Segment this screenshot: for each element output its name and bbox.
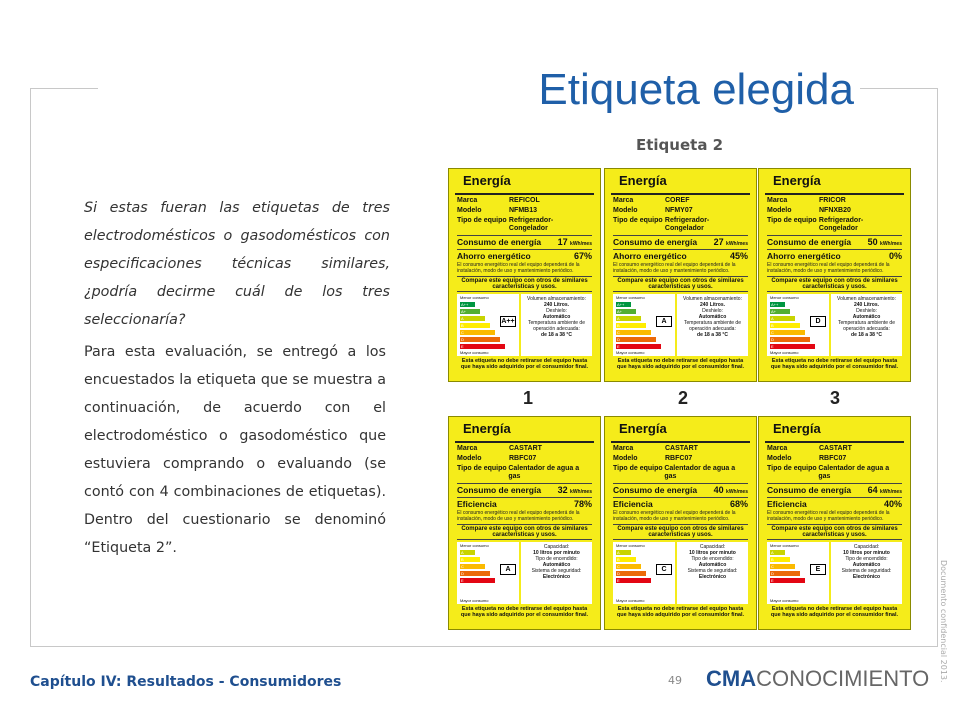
chapter-title: Capítulo IV: Resultados - Consumidores — [30, 674, 342, 690]
compare-text: Compare este equipo con otros de similares características y usos. — [457, 276, 592, 292]
scale-bar: C — [460, 330, 495, 335]
consumption-row — [457, 235, 592, 247]
type-key: Tipo de equipo — [457, 217, 507, 224]
savings-row — [457, 249, 592, 261]
type-value: Refrigerador-Congelador — [508, 217, 554, 232]
consumption-unit: kWh/mes — [570, 241, 592, 247]
energy-label-3 — [758, 168, 911, 382]
scale-bar: A — [616, 550, 631, 555]
brand-key: Marca — [767, 445, 788, 452]
model-value: NFMB13 — [509, 207, 538, 214]
consumption-key: Consumo de energía — [613, 237, 698, 247]
brand-key: Marca — [613, 445, 634, 452]
type-row — [613, 217, 748, 233]
consumption-unit: kWh/mes — [726, 241, 748, 247]
scale-bar: A++ — [770, 302, 785, 307]
consumption-value: 64 — [867, 485, 878, 495]
compare-text: Compare este equipo con otros de similares características y usos. — [767, 276, 902, 292]
brand-row — [613, 445, 748, 453]
scale-area — [613, 542, 748, 604]
savings-key: Ahorro energético — [457, 251, 531, 261]
consumption-value: 50 — [867, 237, 878, 247]
scale-bar: D — [460, 337, 500, 342]
specs-box — [677, 542, 748, 604]
type-value: Calentador de agua a gas — [818, 465, 890, 480]
energy-label-6 — [758, 416, 911, 630]
spec-key-1: Capacidad: — [853, 544, 880, 550]
spec-value-3: Electrónico — [852, 574, 881, 580]
savings-key: Ahorro energético — [613, 251, 687, 261]
consumption-row — [613, 483, 748, 495]
scale-bar: D — [770, 571, 800, 576]
consumption-key: Consumo de energía — [457, 485, 542, 495]
scale-bar: A — [460, 550, 475, 555]
frame-bottom — [30, 646, 938, 647]
spec-key-1: Capacidad: — [699, 544, 726, 550]
confidential-text: Documento confidencial 2013. — [939, 560, 948, 683]
consumption-key: Consumo de energía — [767, 237, 852, 247]
page-title: Etiqueta elegida — [532, 64, 860, 116]
scale-bar: B — [770, 557, 790, 562]
type-key: Tipo de equipo — [767, 217, 817, 224]
scale-max-text: Mayor consumo — [460, 350, 489, 355]
type-key: Tipo de equipo — [613, 217, 663, 224]
scale-max-text: Mayor consumo — [460, 598, 489, 603]
scale-max-text: Mayor consumo — [770, 598, 799, 603]
spec-key-2: Deshielo: — [546, 308, 567, 314]
brand-key: Marca — [457, 445, 478, 452]
spec-value-3: de 18 a 38 °C — [851, 332, 882, 338]
consumption-value: 40 — [713, 485, 724, 495]
description-paragraph: Para esta evaluación, se entregó a los encuestados la etiqueta que se muestra a continuación, de acuerdo con el electrodoméstico o gasodoméstico que estuviera comprando o evaluando (se contó con 4 combinaciones de etiquetas). Dentro del cuestionario se denominó “Etiqueta 2”. — [84, 344, 386, 556]
efficiency-scale — [457, 542, 519, 604]
spec-value-1: 240 Litros. — [543, 302, 569, 308]
scale-area — [457, 294, 592, 356]
label-footer-text: Esta etiqueta no debe retirarse del equipo hasta que haya sido adquirido por el consumidor final. — [616, 606, 745, 618]
compare-text: Compare este equipo con otros de similares características y usos. — [613, 276, 748, 292]
model-row — [613, 207, 748, 215]
consumption-key: Consumo de energía — [457, 237, 542, 247]
scale-min-text: Menor consumo — [616, 543, 645, 548]
spec-value-2: Automático — [698, 314, 727, 320]
efficiency-mark: D — [810, 316, 826, 327]
label-header: Energía — [611, 417, 750, 443]
brand-value: COREF — [665, 197, 690, 204]
label-header: Energía — [765, 169, 904, 195]
efficiency-mark: A — [500, 564, 516, 575]
frame-top-right — [860, 88, 938, 89]
model-row — [457, 207, 592, 215]
label-footer-text: Esta etiqueta no debe retirarse del equipo hasta que haya sido adquirido por el consumidor final. — [770, 358, 899, 370]
spec-key-3: Temperatura ambiente de operación adecuada: — [838, 320, 895, 332]
scale-bar: B — [460, 323, 490, 328]
savings-key: Eficiencia — [457, 499, 497, 509]
label-header: Energía — [455, 417, 594, 443]
spec-key-1: Volumen almacenamiento: — [527, 296, 586, 302]
efficiency-scale — [613, 294, 675, 356]
scale-bar: C — [616, 330, 651, 335]
efficiency-mark: A++ — [501, 318, 515, 325]
spec-value-2: Automático — [852, 562, 881, 568]
type-key: Tipo de equipo — [457, 465, 507, 472]
scale-bar: E — [460, 578, 495, 583]
savings-row — [767, 249, 902, 261]
scale-bar: D — [616, 571, 646, 576]
model-row — [767, 207, 902, 215]
savings-value: 67% — [573, 251, 592, 261]
model-row — [767, 455, 902, 463]
type-key: Tipo de equipo — [613, 465, 663, 472]
scale-bar: D — [770, 337, 810, 342]
consumption-row — [767, 235, 902, 247]
type-row — [457, 465, 592, 481]
label-number-1: 1 — [523, 388, 534, 408]
consumption-unit: kWh/mes — [880, 489, 902, 495]
scale-bar: C — [770, 564, 795, 569]
spec-value-3: Electrónico — [542, 574, 571, 580]
brand-key: Marca — [457, 197, 478, 204]
energy-label-4 — [448, 416, 601, 630]
brand-key: Marca — [613, 197, 634, 204]
efficiency-scale — [613, 542, 675, 604]
scale-bar: B — [616, 323, 646, 328]
model-value: NFNXB20 — [819, 207, 851, 214]
consumption-key: Consumo de energía — [613, 485, 698, 495]
energy-label-5 — [604, 416, 757, 630]
note-text: El consumo energético real del equipo dependerá de la instalación, modo de uso y mantenimiento periódico. — [457, 262, 580, 274]
efficiency-mark: E — [810, 564, 826, 575]
specs-box — [521, 294, 592, 356]
model-key: Modelo — [767, 207, 792, 214]
label-header: Energía — [455, 169, 594, 195]
consumption-row — [767, 483, 902, 495]
model-value: RBFC07 — [665, 455, 693, 462]
specs-box — [521, 542, 592, 604]
spec-key-2: Deshielo: — [856, 308, 877, 314]
label-footer-text: Esta etiqueta no debe retirarse del equipo hasta que haya sido adquirido por el consumidor final. — [460, 358, 589, 370]
spec-value-1: 240 Litros. — [699, 302, 725, 308]
scale-bar: A++ — [460, 302, 475, 307]
scale-area — [767, 542, 902, 604]
brand-value: REFICOL — [509, 197, 540, 204]
scale-bar: A — [616, 316, 641, 321]
consumption-unit: kWh/mes — [570, 489, 592, 495]
efficiency-scale — [767, 294, 829, 356]
savings-row — [613, 249, 748, 261]
savings-row — [457, 497, 592, 509]
efficiency-mark: C — [656, 564, 672, 575]
brand-value: FRICOR — [819, 197, 846, 204]
compare-text: Compare este equipo con otros de similares características y usos. — [767, 524, 902, 540]
scale-max-text: Mayor consumo — [616, 598, 645, 603]
scale-min-text: Menor consumo — [460, 543, 489, 548]
type-value: Calentador de agua a gas — [508, 465, 580, 480]
model-value: RBFC07 — [819, 455, 847, 462]
scale-min-text: Menor consumo — [616, 295, 645, 300]
efficiency-scale — [457, 294, 519, 356]
brand-row — [457, 445, 592, 453]
label-header: Energía — [611, 169, 750, 195]
energy-label-2 — [604, 168, 757, 382]
spec-key-1: Volumen almacenamiento: — [683, 296, 742, 302]
question-paragraph: Si estas fueran las etiquetas de tres electrodomésticos o gasodomésticos con especificaciones técnicas similares, ¿podría decirme cuál de los tres seleccionaría? — [84, 200, 390, 328]
label-footer-text: Esta etiqueta no debe retirarse del equipo hasta que haya sido adquirido por el consumidor final. — [770, 606, 899, 618]
scale-bar: A+ — [770, 309, 790, 314]
model-key: Modelo — [613, 207, 638, 214]
scale-bar: A — [460, 316, 485, 321]
scale-bar: B — [770, 323, 800, 328]
spec-key-3: Sistema de seguridad: — [841, 568, 892, 574]
type-key: Tipo de equipo — [767, 465, 817, 472]
label-footer-text: Esta etiqueta no debe retirarse del equipo hasta que haya sido adquirido por el consumidor final. — [616, 358, 745, 370]
energy-label-1 — [448, 168, 601, 382]
scale-area — [613, 294, 748, 356]
logo-bold: CMA — [706, 666, 757, 691]
brand-value: CASTART — [819, 445, 852, 452]
brand-row — [767, 445, 902, 453]
compare-text: Compare este equipo con otros de similares características y usos. — [457, 524, 592, 540]
spec-value-3: de 18 a 38 °C — [541, 332, 572, 338]
brand-value: CASTART — [509, 445, 542, 452]
scale-bar: E — [770, 578, 805, 583]
consumption-value: 32 — [557, 485, 568, 495]
type-row — [767, 465, 902, 481]
type-value: Calentador de agua a gas — [664, 465, 736, 480]
spec-value-1: 240 Litros. — [853, 302, 879, 308]
label-footer-text: Esta etiqueta no debe retirarse del equipo hasta que haya sido adquirido por el consumidor final. — [460, 606, 589, 618]
model-key: Modelo — [457, 207, 482, 214]
savings-key: Eficiencia — [767, 499, 807, 509]
consumption-unit: kWh/mes — [726, 489, 748, 495]
spec-key-1: Capacidad: — [543, 544, 570, 550]
type-row — [457, 217, 592, 233]
label-number-3: 3 — [830, 388, 841, 408]
scale-bar: B — [616, 557, 636, 562]
compare-text: Compare este equipo con otros de similares características y usos. — [613, 524, 748, 540]
scale-bar: A++ — [616, 302, 631, 307]
spec-key-3: Sistema de seguridad: — [531, 568, 582, 574]
scale-bar: C — [616, 564, 641, 569]
scale-bar: A — [770, 316, 795, 321]
spec-key-2: Tipo de encendido: — [691, 556, 734, 562]
scale-area — [767, 294, 902, 356]
savings-value: 68% — [729, 499, 748, 509]
savings-value: 0% — [888, 251, 902, 261]
spec-key-2: Tipo de encendido: — [535, 556, 578, 562]
spec-value-1: 10 litros por minuto — [843, 550, 890, 556]
type-row — [613, 465, 748, 481]
spec-value-3: Electrónico — [698, 574, 727, 580]
savings-value: 40% — [883, 499, 902, 509]
label-number-2: 2 — [678, 388, 689, 408]
scale-bar: A+ — [460, 309, 480, 314]
company-logo — [706, 666, 929, 692]
spec-value-2: Automático — [852, 314, 881, 320]
type-value: Refrigerador-Congelador — [664, 217, 710, 232]
spec-value-2: Automático — [542, 314, 571, 320]
scale-bar: E — [616, 344, 661, 349]
specs-box — [677, 294, 748, 356]
frame-left — [30, 88, 31, 646]
scale-bar: C — [460, 564, 485, 569]
brand-row — [613, 197, 748, 205]
spec-value-2: Automático — [542, 562, 571, 568]
spec-value-2: Automático — [698, 562, 727, 568]
spec-value-1: 10 litros por minuto — [533, 550, 580, 556]
spec-key-2: Deshielo: — [702, 308, 723, 314]
spec-value-3: de 18 a 38 °C — [697, 332, 728, 338]
scale-bar: D — [616, 337, 656, 342]
scale-area — [457, 542, 592, 604]
note-text: El consumo energético real del equipo dependerá de la instalación, modo de uso y mantenimiento periódico. — [767, 262, 890, 274]
scale-bar: E — [616, 578, 651, 583]
label-header: Energía — [765, 417, 904, 443]
page-number: 49 — [668, 674, 682, 687]
note-text: El consumo energético real del equipo dependerá de la instalación, modo de uso y mantenimiento periódico. — [767, 510, 890, 522]
scale-bar: E — [460, 344, 505, 349]
brand-key: Marca — [767, 197, 788, 204]
model-key: Modelo — [767, 455, 792, 462]
consumption-row — [457, 483, 592, 495]
scale-bar: B — [460, 557, 480, 562]
spec-key-3: Sistema de seguridad: — [687, 568, 738, 574]
model-row — [613, 455, 748, 463]
efficiency-scale — [767, 542, 829, 604]
spec-key-3: Temperatura ambiente de operación adecuada: — [684, 320, 741, 332]
consumption-key: Consumo de energía — [767, 485, 852, 495]
note-text: El consumo energético real del equipo dependerá de la instalación, modo de uso y mantenimiento periódico. — [457, 510, 580, 522]
scale-min-text: Menor consumo — [460, 295, 489, 300]
spec-key-3: Temperatura ambiente de operación adecuada: — [528, 320, 585, 332]
savings-row — [767, 497, 902, 509]
scale-bar: C — [770, 330, 805, 335]
savings-value: 45% — [729, 251, 748, 261]
logo-rest: CONOCIMIENTO — [756, 666, 930, 691]
consumption-value: 27 — [713, 237, 724, 247]
consumption-row — [613, 235, 748, 247]
brand-row — [767, 197, 902, 205]
spec-value-1: 10 litros por minuto — [689, 550, 736, 556]
label-2-caption: Etiqueta 2 — [636, 136, 724, 154]
scale-max-text: Mayor consumo — [770, 350, 799, 355]
efficiency-mark: A — [656, 316, 672, 327]
scale-min-text: Menor consumo — [770, 295, 799, 300]
specs-box — [831, 294, 902, 356]
confidential-note — [936, 560, 950, 710]
note-text: El consumo energético real del equipo dependerá de la instalación, modo de uso y mantenimiento periódico. — [613, 510, 736, 522]
savings-row — [613, 497, 748, 509]
savings-value: 78% — [573, 499, 592, 509]
frame-top-left — [30, 88, 98, 89]
spec-key-2: Tipo de encendido: — [845, 556, 888, 562]
type-row — [767, 217, 902, 233]
consumption-value: 17 — [557, 237, 568, 247]
model-value: NFMY07 — [665, 207, 693, 214]
scale-bar: A+ — [616, 309, 636, 314]
scale-bar: A — [770, 550, 785, 555]
model-value: RBFC07 — [509, 455, 537, 462]
savings-key: Ahorro energético — [767, 251, 841, 261]
scale-bar: E — [770, 344, 815, 349]
brand-value: CASTART — [665, 445, 698, 452]
model-row — [457, 455, 592, 463]
specs-box — [831, 542, 902, 604]
scale-min-text: Menor consumo — [770, 543, 799, 548]
scale-bar: D — [460, 571, 490, 576]
scale-max-text: Mayor consumo — [616, 350, 645, 355]
consumption-unit: kWh/mes — [880, 241, 902, 247]
model-key: Modelo — [613, 455, 638, 462]
savings-key: Eficiencia — [613, 499, 653, 509]
type-value: Refrigerador-Congelador — [818, 217, 864, 232]
model-key: Modelo — [457, 455, 482, 462]
note-text: El consumo energético real del equipo dependerá de la instalación, modo de uso y mantenimiento periódico. — [613, 262, 736, 274]
brand-row — [457, 197, 592, 205]
spec-key-1: Volumen almacenamiento: — [837, 296, 896, 302]
